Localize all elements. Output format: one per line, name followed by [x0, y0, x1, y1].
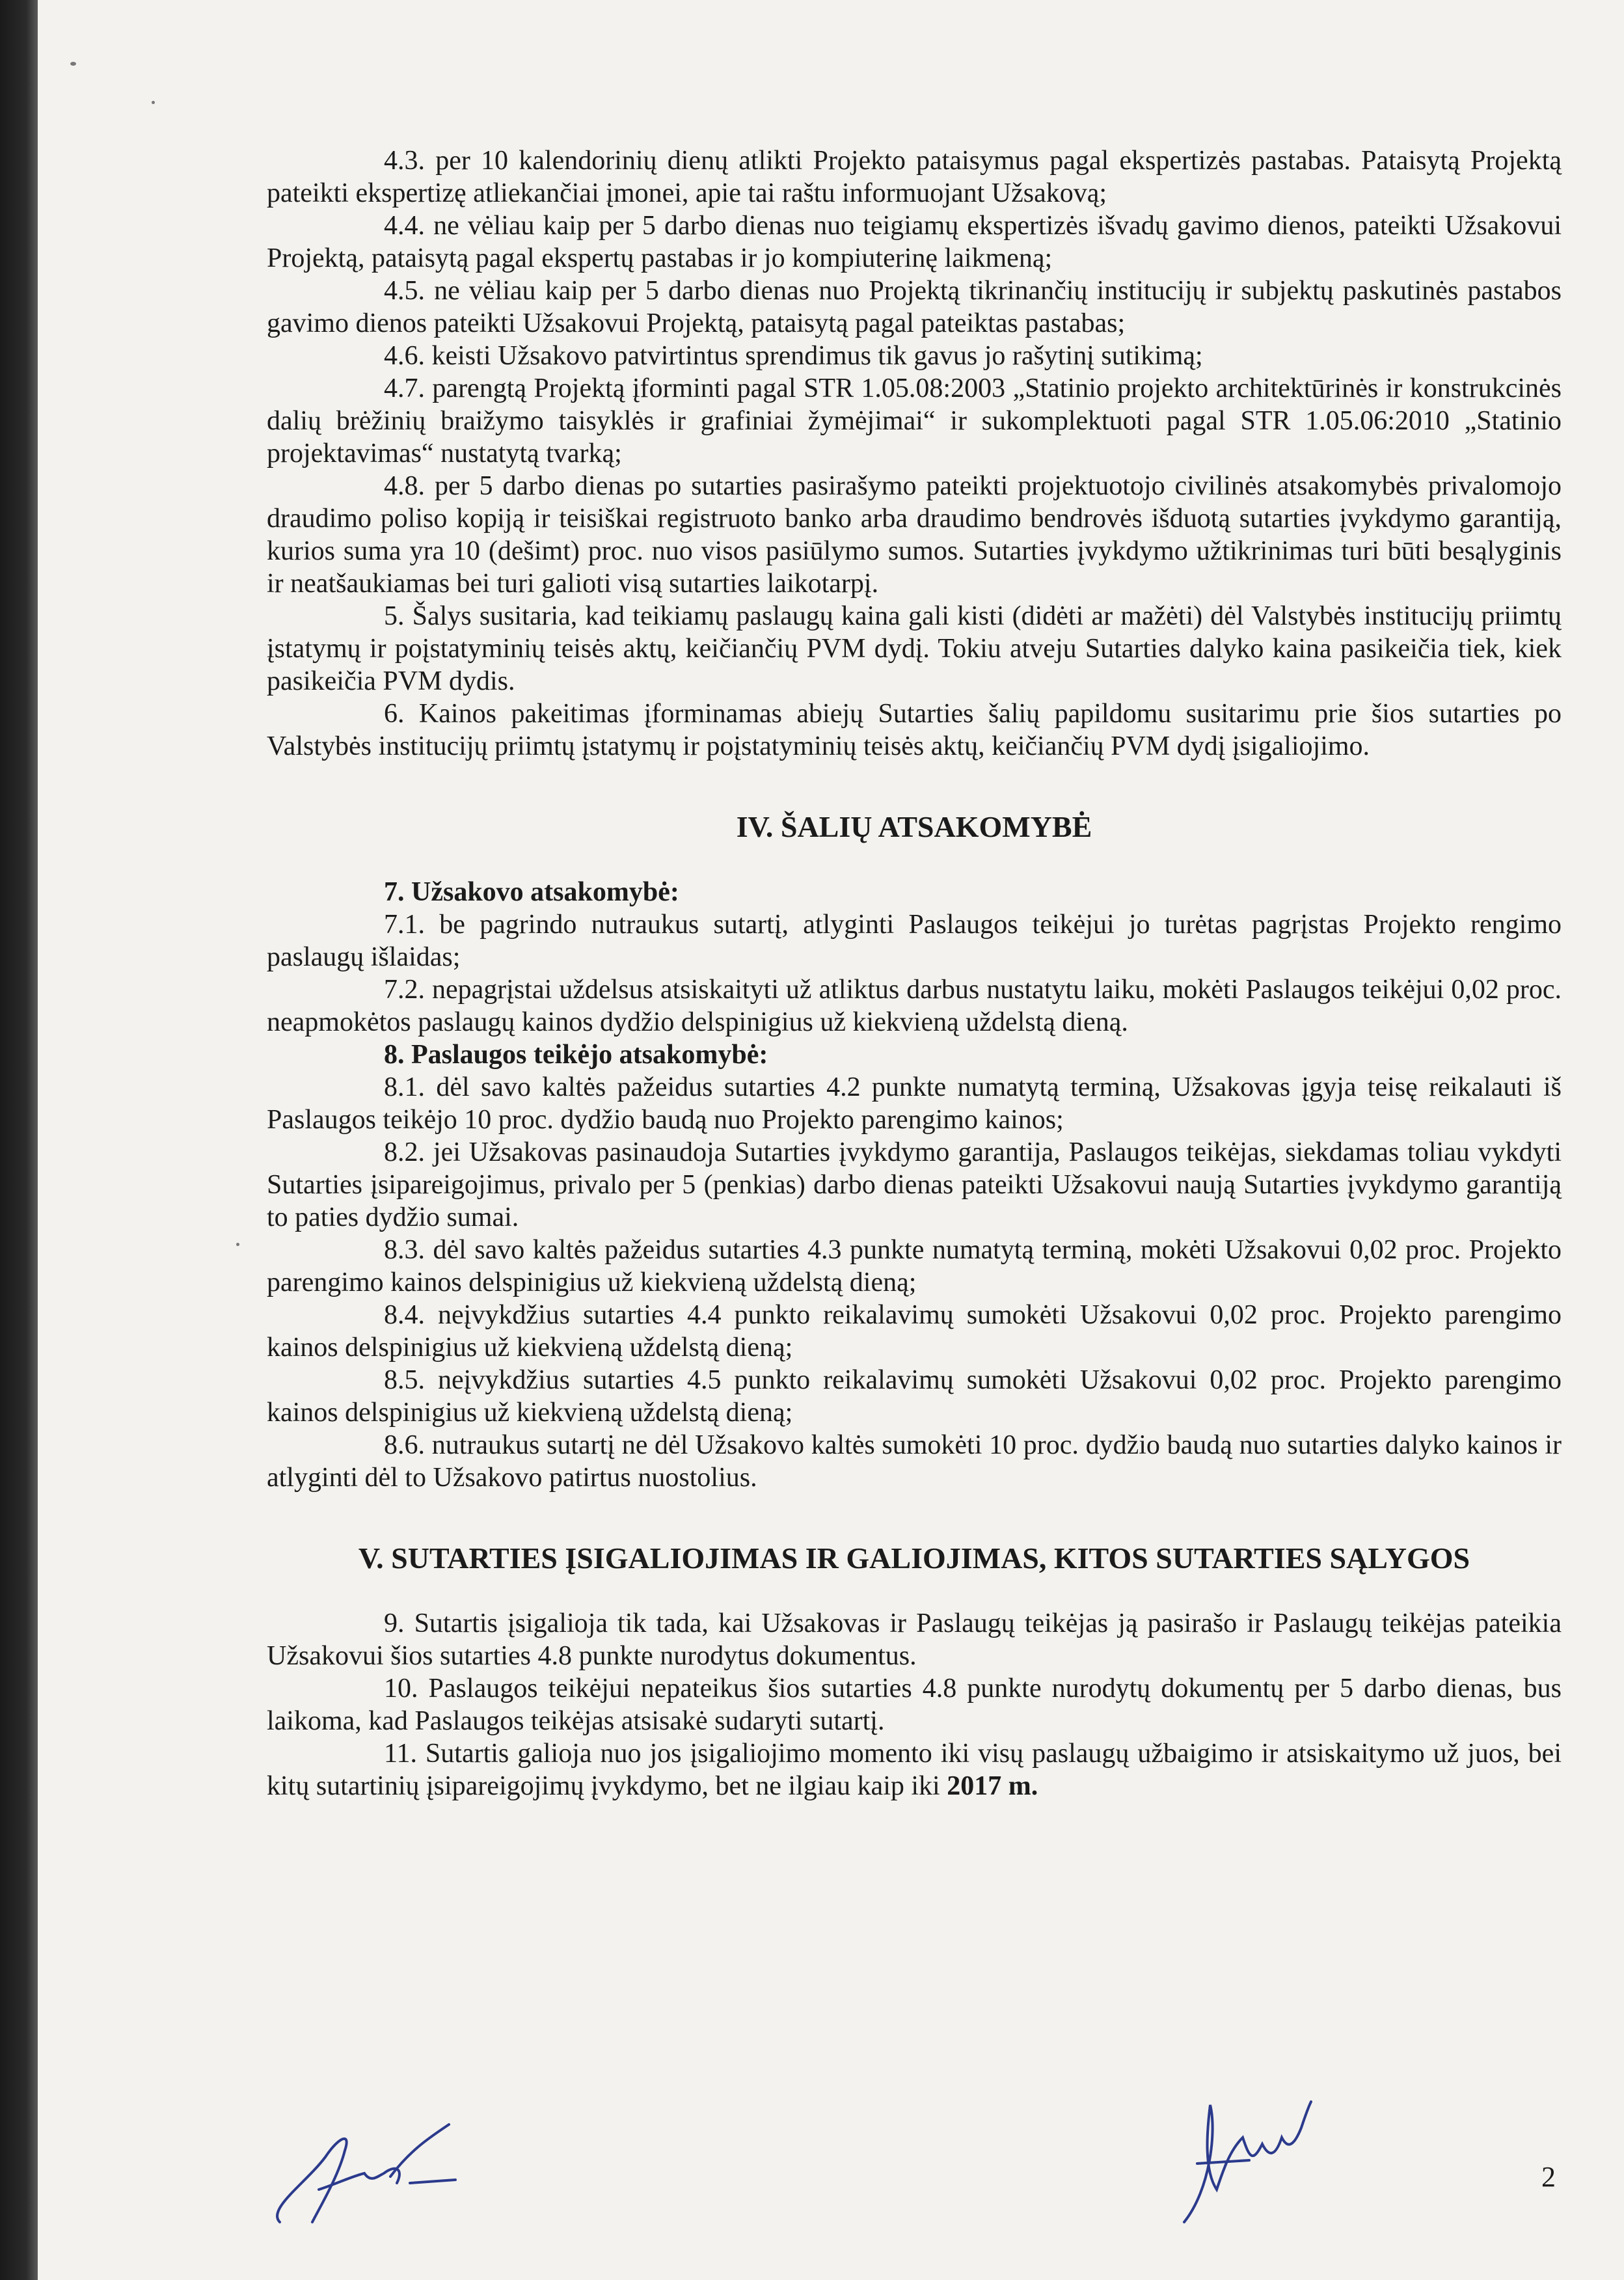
clause-4-8: 4.8. per 5 darbo dienas po sutarties pasirašymo pateikti projektuotojo civilinės atsakomybės privalomojo draudimo poliso kopiją ir teisiškai registruoto banko arba draudimo bendrovės išduotą sutarties įvykdymo garantiją, kurios suma yra 10 (dešimt) proc. nuo visos pasiūlymo sumos. Sutarties įvykdymo užtikrinimas turi būti besąlyginis ir neatšaukiamas bei turi galioti visą sutarties laikotarpį.: [267, 471, 1562, 599]
clause-8-6: 8.6. nutraukus sutartį ne dėl Užsakovo kaltės sumokėti 10 proc. dydžio baudą nuo sutarties dalyko kainos ir atlyginti dėl to Užsakovo patirtus nuostolius.: [267, 1430, 1562, 1493]
clause-8-3: 8.3. dėl savo kaltės pažeidus sutarties 4.3 punkte numatytą terminą, mokėti Užsakovui 0,02 proc. Projekto parengimo kainos delspinigius už kiekvieną uždelstą dieną;: [267, 1235, 1562, 1297]
clause-10: 10. Paslaugos teikėjui nepateikus šios sutarties 4.8 punkte nurodytų dokumentų per 5 darbo dienas, bus laikoma, kad Paslaugos teikėjas atsisakė sudaryti sutartį.: [267, 1674, 1562, 1736]
clause-11: [267, 1737, 1562, 1802]
section-iv-title: IV. ŠALIŲ ATSAKOMYBĖ: [736, 810, 1092, 843]
items-7-list: [267, 908, 1562, 1038]
clause-7-2: 7.2. nepagrįstai uždelsus atsiskaityti už atliktus darbus nustatytu laiku, mokėti Paslaugos teikėjui 0,02 proc. neapmokėtos paslaugų kainos dydžio delspinigius už kiekvieną uždelstą dieną.: [267, 975, 1562, 1037]
clause-5: 5. Šalys susitaria, kad teikiamų paslaugų kaina gali kisti (didėti ar mažėti) dėl Valstybės institucijų priimtų įstatymų ir poįstatyminių teisės aktų, keičiančių PVM dydį. Tokiu atveju Sutarties dalyko kaina pasikeičia tiek, kiek pasikeičia PVM dydis.: [267, 601, 1562, 696]
scanner-edge: [0, 0, 38, 2280]
clause-8-2: 8.2. jei Užsakovas pasinaudoja Sutarties įvykdymo garantija, Paslaugos teikėjas, siekdamas toliau vykdyti Sutarties įsipareigojimus, privalo per 5 (penkias) darbo dienas pateikti Užsakovui naują Sutarties įvykdymo garantiją to paties dydžio sumai.: [267, 1137, 1562, 1232]
obligations-list: [267, 144, 1562, 763]
page-number: 2: [1541, 2161, 1556, 2193]
document-body: [267, 144, 1562, 1802]
clause-4-7: 4.7. parengtą Projektą įforminti pagal STR 1.05.08:2003 „Statinio projekto architektūrinės ir konstrukcinės dalių brėžinių braižymo taisyklės ir grafiniai žymėjimai“ ir sukomplektuoti pagal STR 1.05.06:2010 „Statinio projektavimas“ nustatytą tvarką;: [267, 373, 1562, 468]
section-v-title: V. SUTARTIES ĮSIGALIOJIMAS IR GALIOJIMAS, KITOS SUTARTIES SĄLYGOS: [358, 1541, 1470, 1575]
signature-left: [241, 2111, 501, 2235]
heading-7: 7. Užsakovo atsakomybė:: [384, 877, 679, 907]
scan-speck: [70, 62, 76, 66]
clause-7-1: 7.1. be pagrindo nutraukus sutartį, atlyginti Paslaugos teikėjui jo turėtas pagrįstas Projekto rengimo paslaugų išlaidas;: [267, 910, 1562, 972]
section-v-list: [267, 1607, 1562, 1737]
signature-right: [1171, 2092, 1340, 2235]
heading-8: 8. Paslaugos teikėjo atsakomybė:: [384, 1040, 768, 1070]
clause-6: 6. Kainos pakeitimas įforminamas abiejų Sutarties šalių papildomu susitarimu prie šios sutarties po Valstybės institucijų priimtų įstatymų ir poįstatyminių teisės aktų, keičiančių PVM dydį įsigaliojimo.: [267, 699, 1562, 761]
items-8-list: [267, 1071, 1562, 1494]
clause-4-5: 4.5. ne vėliau kaip per 5 darbo dienas nuo Projektą tikrinančių institucijų ir subjektų paskutinės pastabos gavimo dienos pateikti Užsakovui Projektą, pataisytą pagal pateiktas pastabas;: [267, 276, 1562, 338]
clause-4-6: 4.6. keisti Užsakovo patvirtintus sprendimus tik gavus jo rašytinį sutikimą;: [384, 341, 1203, 371]
scan-speck: [152, 101, 155, 104]
clause-8-1: 8.1. dėl savo kaltės pažeidus sutarties 4.2 punkte numatytą terminą, Užsakovas įgyja teisę reikalauti iš Paslaugos teikėjo 10 proc. dydžio baudą nuo Projekto parengimo kainos;: [267, 1072, 1562, 1135]
clause-8-4: 8.4. neįvykdžius sutarties 4.4 punkto reikalavimų sumokėti Užsakovui 0,02 proc. Projekto parengimo kainos delspinigius už kiekvieną uždelstą dieną;: [267, 1300, 1562, 1363]
scan-speck: [236, 1243, 239, 1246]
clause-11-text: 11. Sutartis galioja nuo jos įsigaliojimo momento iki visų paslaugų užbaigimo ir atsiskaitymo už juos, bei kitų sutartinių įsipareigojimų įvykdymo, bet ne ilgiau kaip iki: [267, 1739, 1562, 1801]
clause-4-4: 4.4. ne vėliau kaip per 5 darbo dienas nuo teigiamų ekspertizės išvadų gavimo dienos, pateikti Užsakovui Projektą, pataisytą pagal ekspertų pastabas ir jo kompiuterinę laikmeną;: [267, 211, 1562, 273]
clause-11-date: 2017 m.: [947, 1771, 1038, 1801]
clause-8-5: 8.5. neįvykdžius sutarties 4.5 punkto reikalavimų sumokėti Užsakovui 0,02 proc. Projekto parengimo kainos delspinigius už kiekvieną uždelstą dieną;: [267, 1365, 1562, 1428]
clause-9: 9. Sutartis įsigalioja tik tada, kai Užsakovas ir Paslaugų teikėjas ją pasirašo ir Paslaugų teikėjas pateikia Užsakovui šios sutarties 4.8 punkte nurodytus dokumentus.: [267, 1608, 1562, 1671]
clause-4-3: 4.3. per 10 kalendorinių dienų atlikti Projekto pataisymus pagal ekspertizės pastabas. Pataisytą Projektą pateikti ekspertizę atliekančiai įmonei, apie tai raštu informuojant Užsakovą;: [267, 146, 1562, 208]
